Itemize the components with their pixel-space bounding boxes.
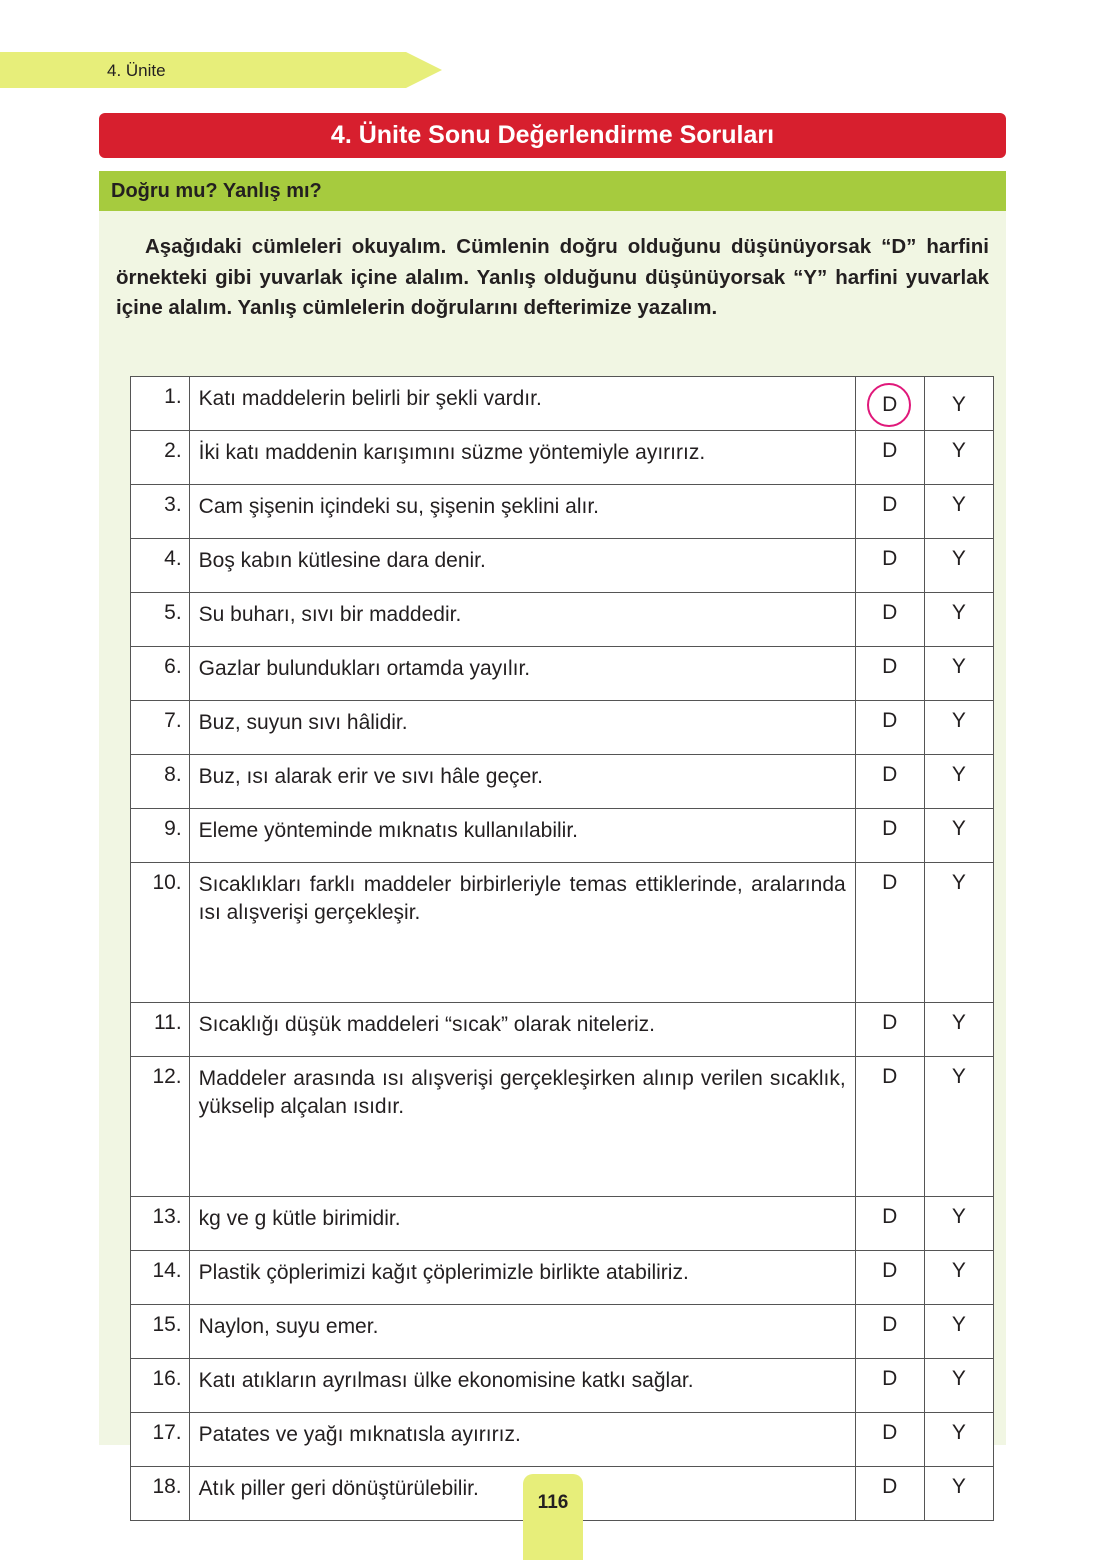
question-number: 17. [131, 1413, 190, 1467]
question-number: 10. [131, 863, 190, 1003]
option-y: Y [951, 1011, 966, 1034]
answer-false-cell[interactable] [924, 809, 993, 863]
table-row [131, 701, 994, 755]
option-d: D [882, 1065, 898, 1088]
option-d: D [882, 601, 898, 624]
answer-true-cell[interactable] [855, 1251, 924, 1305]
unit-label: 4. Ünite [107, 61, 166, 80]
true-false-table [130, 376, 994, 1521]
answer-circle-mark [867, 383, 911, 427]
statement-text: kg ve g kütle birimidir. [189, 1197, 855, 1251]
answer-false-cell[interactable] [924, 755, 993, 809]
statement-text: Boş kabın kütlesine dara denir. [189, 539, 855, 593]
option-d: D [882, 1205, 898, 1228]
answer-true-cell[interactable] [855, 863, 924, 1003]
table-row [131, 1003, 994, 1057]
statement-text: Atık piller geri dönüştürülebilir. [189, 1467, 855, 1521]
question-number: 1. [131, 377, 190, 431]
answer-true-cell[interactable] [855, 1057, 924, 1197]
answer-false-cell[interactable] [924, 377, 993, 431]
question-number: 15. [131, 1305, 190, 1359]
answer-true-cell[interactable] [855, 593, 924, 647]
answer-true-cell[interactable] [855, 1003, 924, 1057]
answer-true-cell[interactable] [855, 701, 924, 755]
statement-text: Naylon, suyu emer. [189, 1305, 855, 1359]
option-d: D [882, 655, 898, 678]
option-y: Y [951, 655, 966, 678]
option-y: Y [951, 547, 966, 570]
table-row [131, 431, 994, 485]
question-number: 16. [131, 1359, 190, 1413]
option-d: D [882, 817, 898, 840]
table-row [131, 539, 994, 593]
table-row [131, 377, 994, 431]
statement-text: Plastik çöplerimizi kağıt çöplerimizle birlikte atabiliriz. [189, 1251, 855, 1305]
answer-false-cell[interactable] [924, 1305, 993, 1359]
answer-true-cell[interactable] [855, 1197, 924, 1251]
answer-false-cell[interactable] [924, 1057, 993, 1197]
answer-true-cell[interactable] [855, 647, 924, 701]
option-d: D [882, 871, 898, 894]
statement-text: Su buharı, sıvı bir maddedir. [189, 593, 855, 647]
table-row [131, 1057, 994, 1197]
option-y: Y [951, 1367, 966, 1390]
option-y: Y [951, 601, 966, 624]
exercise-panel [99, 171, 1006, 1500]
page-number: 116 [537, 1492, 569, 1513]
option-y: Y [951, 1205, 966, 1228]
table-row [131, 755, 994, 809]
option-y: Y [951, 1065, 966, 1088]
statement-text: Katı atıkların ayrılması ülke ekonomisine katkı sağlar. [189, 1359, 855, 1413]
answer-true-cell[interactable] [855, 809, 924, 863]
question-number: 4. [131, 539, 190, 593]
question-number: 6. [131, 647, 190, 701]
answer-false-cell[interactable] [924, 1197, 993, 1251]
table-row [131, 593, 994, 647]
option-y: Y [951, 1313, 966, 1336]
instructions-text: Aşağıdaki cümleleri okuyalım. Cümlenin doğru olduğunu düşünüyorsak “D” harfini örnekteki gibi yuvarlak içine alalım. Yanlış olduğunu düşünüyorsak “Y” harfini yuvarlak içine alalım. Yanlış cümlelerin doğrularını defterimize yazalım. [116, 235, 989, 319]
page-title: 4. Ünite Sonu Değerlendirme Soruları [99, 113, 1006, 158]
answer-false-cell[interactable] [924, 863, 993, 1003]
table-row [131, 1251, 994, 1305]
answer-true-cell[interactable] [855, 1305, 924, 1359]
answer-false-cell[interactable] [924, 647, 993, 701]
statement-text: Gazlar bulundukları ortamda yayılır. [189, 647, 855, 701]
answer-false-cell[interactable] [924, 701, 993, 755]
option-d: D [882, 709, 898, 732]
statement-text: Patates ve yağı mıknatısla ayırırız. [189, 1413, 855, 1467]
option-d: D [882, 393, 898, 416]
option-d: D [882, 1313, 898, 1336]
option-d: D [882, 1475, 898, 1498]
table-row [131, 485, 994, 539]
answer-false-cell[interactable] [924, 1413, 993, 1467]
answer-false-cell[interactable] [924, 593, 993, 647]
question-number: 18. [131, 1467, 190, 1521]
question-number: 12. [131, 1057, 190, 1197]
option-y: Y [951, 763, 966, 786]
question-number: 13. [131, 1197, 190, 1251]
question-number: 8. [131, 755, 190, 809]
answer-true-cell[interactable] [855, 431, 924, 485]
option-y: Y [951, 393, 966, 416]
option-y: Y [951, 1421, 966, 1444]
question-number: 3. [131, 485, 190, 539]
answer-false-cell[interactable] [924, 485, 993, 539]
question-number: 14. [131, 1251, 190, 1305]
option-y: Y [951, 817, 966, 840]
unit-tab [0, 52, 442, 88]
table-row [131, 809, 994, 863]
statement-text: Katı maddelerin belirli bir şekli vardır. [189, 377, 855, 431]
answer-true-cell[interactable] [855, 377, 924, 431]
question-number: 11. [131, 1003, 190, 1057]
answer-false-cell[interactable] [924, 1467, 993, 1521]
answer-true-cell[interactable] [855, 1413, 924, 1467]
statement-text: Buz, suyun sıvı hâlidir. [189, 701, 855, 755]
question-number: 7. [131, 701, 190, 755]
answer-false-cell[interactable] [924, 1003, 993, 1057]
question-number: 5. [131, 593, 190, 647]
table-row [131, 1359, 994, 1413]
answer-false-cell[interactable] [924, 1359, 993, 1413]
answer-true-cell[interactable] [855, 1467, 924, 1521]
statement-text: İki katı maddenin karışımını süzme yöntemiyle ayırırız. [189, 431, 855, 485]
option-d: D [882, 493, 898, 516]
table-row [131, 1197, 994, 1251]
answer-false-cell[interactable] [924, 539, 993, 593]
section-header [99, 171, 1006, 211]
option-d: D [882, 1011, 898, 1034]
unit-tab-shape [0, 52, 442, 88]
table-row [131, 1305, 994, 1359]
option-y: Y [951, 493, 966, 516]
option-y: Y [951, 1475, 966, 1498]
answer-true-cell[interactable] [855, 1359, 924, 1413]
option-d: D [882, 547, 898, 570]
statement-text: Buz, ısı alarak erir ve sıvı hâle geçer. [189, 755, 855, 809]
question-number: 9. [131, 809, 190, 863]
option-y: Y [951, 439, 966, 462]
option-d: D [882, 1367, 898, 1390]
table-row [131, 863, 994, 1003]
option-y: Y [951, 1259, 966, 1282]
option-d: D [882, 1259, 898, 1282]
question-number: 2. [131, 431, 190, 485]
answer-false-cell[interactable] [924, 431, 993, 485]
option-d: D [882, 1421, 898, 1444]
option-d: D [882, 763, 898, 786]
statement-text: Sıcaklığı düşük maddeleri “sıcak” olarak niteleriz. [189, 1003, 855, 1057]
statement-text: Sıcaklıkları farklı maddeler birbirleriyle temas ettiklerinde, aralarında ısı alışverişi gerçekleşir. [189, 863, 855, 1003]
statement-text: Eleme yönteminde mıknatıs kullanılabilir. [189, 809, 855, 863]
section-heading: Doğru mu? Yanlış mı? [111, 180, 322, 202]
table-row [131, 1413, 994, 1467]
answer-true-cell[interactable] [855, 539, 924, 593]
page-number-tab [523, 1474, 583, 1560]
statement-text: Cam şişenin içindeki su, şişenin şeklini alır. [189, 485, 855, 539]
option-d: D [882, 439, 898, 462]
answer-false-cell[interactable] [924, 1251, 993, 1305]
answer-true-cell[interactable] [855, 755, 924, 809]
option-y: Y [951, 709, 966, 732]
option-y: Y [951, 871, 966, 894]
table-row [131, 647, 994, 701]
statement-text: Maddeler arasında ısı alışverişi gerçekleşirken alınıp verilen sıcaklık, yükselip alçalan ısıdır. [189, 1057, 855, 1197]
answer-true-cell[interactable] [855, 485, 924, 539]
